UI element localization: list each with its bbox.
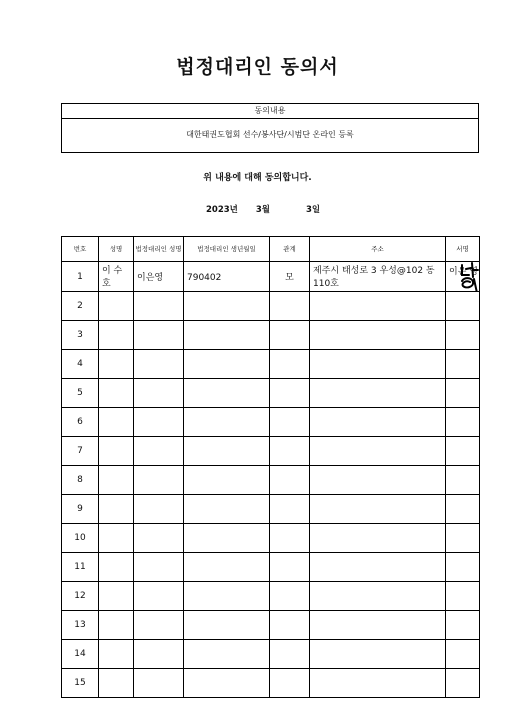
relation-cell [270,408,310,437]
address-cell [310,262,446,292]
table-row [62,379,480,408]
guardian-name-cell [134,292,184,321]
relation-cell [270,437,310,466]
guardian-name-cell [134,321,184,350]
address-cell [310,669,446,698]
birth-cell [184,669,270,698]
header-relation: 관계 [270,237,310,262]
signature-cell [446,669,480,698]
address-cell [310,408,446,437]
relation-cell [270,582,310,611]
signature-cell [446,321,480,350]
table-header-row [62,237,480,262]
signature-cell [446,611,480,640]
row-number: 11 [62,553,99,582]
row-number: 5 [62,379,99,408]
birth-cell [184,582,270,611]
birth-cell [184,408,270,437]
header-address: 주소 [310,237,446,262]
signature-cell [446,553,480,582]
birth-cell [184,524,270,553]
guardian-name-cell [134,495,184,524]
date-month: 3월 [255,205,271,215]
address-cell [310,495,446,524]
consent-header: 동의내용 [62,104,478,119]
guardian-name-cell [134,437,184,466]
name-cell [99,292,134,321]
date-line [206,203,320,215]
birth-cell [184,262,270,292]
name-cell [99,640,134,669]
row-number: 7 [62,437,99,466]
address-cell [310,611,446,640]
name-text: 이 수 호 [102,266,123,289]
date-day: 3일 [306,205,321,215]
row-number: 12 [62,582,99,611]
name-cell [99,524,134,553]
signature-cell [446,408,480,437]
relation-cell [270,262,310,292]
birth-cell [184,495,270,524]
table-row [62,611,480,640]
name-cell [99,350,134,379]
birth-cell [184,321,270,350]
birth-text: 790402 [187,272,222,283]
birth-cell [184,379,270,408]
relation-cell [270,524,310,553]
name-cell [99,553,134,582]
name-cell [99,495,134,524]
row-number: 2 [62,292,99,321]
table-row [62,321,480,350]
birth-cell [184,640,270,669]
name-cell [99,437,134,466]
relation-cell [270,611,310,640]
guardian-name-cell [134,582,184,611]
relation-cell [270,350,310,379]
date-year: 2023년 [206,205,238,215]
signature-cell [446,292,480,321]
name-cell [99,262,134,292]
row-number: 4 [62,350,99,379]
address-text: 제주시 태성로 3 우성@102 동110호 [313,266,435,289]
guardian-name-cell [134,408,184,437]
consent-content: 대한태권도협회 선수/봉사단/시범단 온라인 등록 [186,130,354,139]
table-row [62,466,480,495]
header-signature: 서명 [446,237,480,262]
document-title: 법정대리인 동의서 [176,56,339,78]
name-cell [99,321,134,350]
guardian-name-cell [134,669,184,698]
address-cell [310,524,446,553]
name-cell [99,611,134,640]
relation-cell [270,495,310,524]
birth-cell [184,437,270,466]
header-guardian-name: 법정대리인 성명 [134,237,184,262]
relation-cell [270,321,310,350]
guardian-name-cell [134,350,184,379]
row-number: 8 [62,466,99,495]
header-name: 성명 [99,237,134,262]
signature-text: 이은 영 [449,266,478,277]
header-guardian-birth: 법정대리인 생년월일 [184,237,270,262]
birth-cell [184,611,270,640]
relation-cell [270,292,310,321]
row-number: 3 [62,321,99,350]
handwritten-signature [456,262,480,292]
table-row [62,582,480,611]
table-row [62,669,480,698]
guardian-name-cell [134,640,184,669]
row-number: 13 [62,611,99,640]
address-cell [310,321,446,350]
guardian-name-cell [134,262,184,292]
address-cell [310,582,446,611]
relation-cell [270,553,310,582]
address-cell [310,466,446,495]
guardian-table [61,236,480,698]
birth-cell [184,553,270,582]
table-row [62,553,480,582]
address-cell [310,553,446,582]
agreement-statement: 위 내용에 대해 동의합니다. [203,173,312,183]
signature-cell [446,524,480,553]
relation-cell [270,379,310,408]
signature-cell [446,640,480,669]
signature-cell [446,350,480,379]
table-row [62,262,480,292]
consent-box [61,103,479,153]
signature-cell [446,582,480,611]
row-number: 15 [62,669,99,698]
birth-cell [184,466,270,495]
birth-cell [184,350,270,379]
relation-text: 모 [285,272,294,283]
relation-cell [270,466,310,495]
row-number: 1 [62,262,99,292]
address-cell [310,292,446,321]
name-cell [99,582,134,611]
table-row [62,292,480,321]
table-row [62,437,480,466]
guardian-name-cell [134,524,184,553]
row-number: 10 [62,524,99,553]
table-row [62,495,480,524]
address-cell [310,379,446,408]
birth-cell [184,292,270,321]
guardian-name-cell [134,611,184,640]
address-cell [310,640,446,669]
address-cell [310,350,446,379]
relation-cell [270,669,310,698]
guardian-name-cell [134,379,184,408]
signature-cell [446,495,480,524]
name-cell [99,379,134,408]
signature-cell [446,262,480,292]
table-row [62,350,480,379]
guardian-name-cell [134,553,184,582]
signature-cell [446,466,480,495]
header-number: 번호 [62,237,99,262]
name-cell [99,669,134,698]
relation-cell [270,640,310,669]
row-number: 14 [62,640,99,669]
guardian-name-text: 이은영 [137,272,164,283]
signature-cell [446,437,480,466]
row-number: 9 [62,495,99,524]
table-row [62,524,480,553]
address-cell [310,437,446,466]
name-cell [99,408,134,437]
signature-cell [446,379,480,408]
guardian-name-cell [134,466,184,495]
row-number: 6 [62,408,99,437]
table-row [62,408,480,437]
table-row [62,640,480,669]
name-cell [99,466,134,495]
